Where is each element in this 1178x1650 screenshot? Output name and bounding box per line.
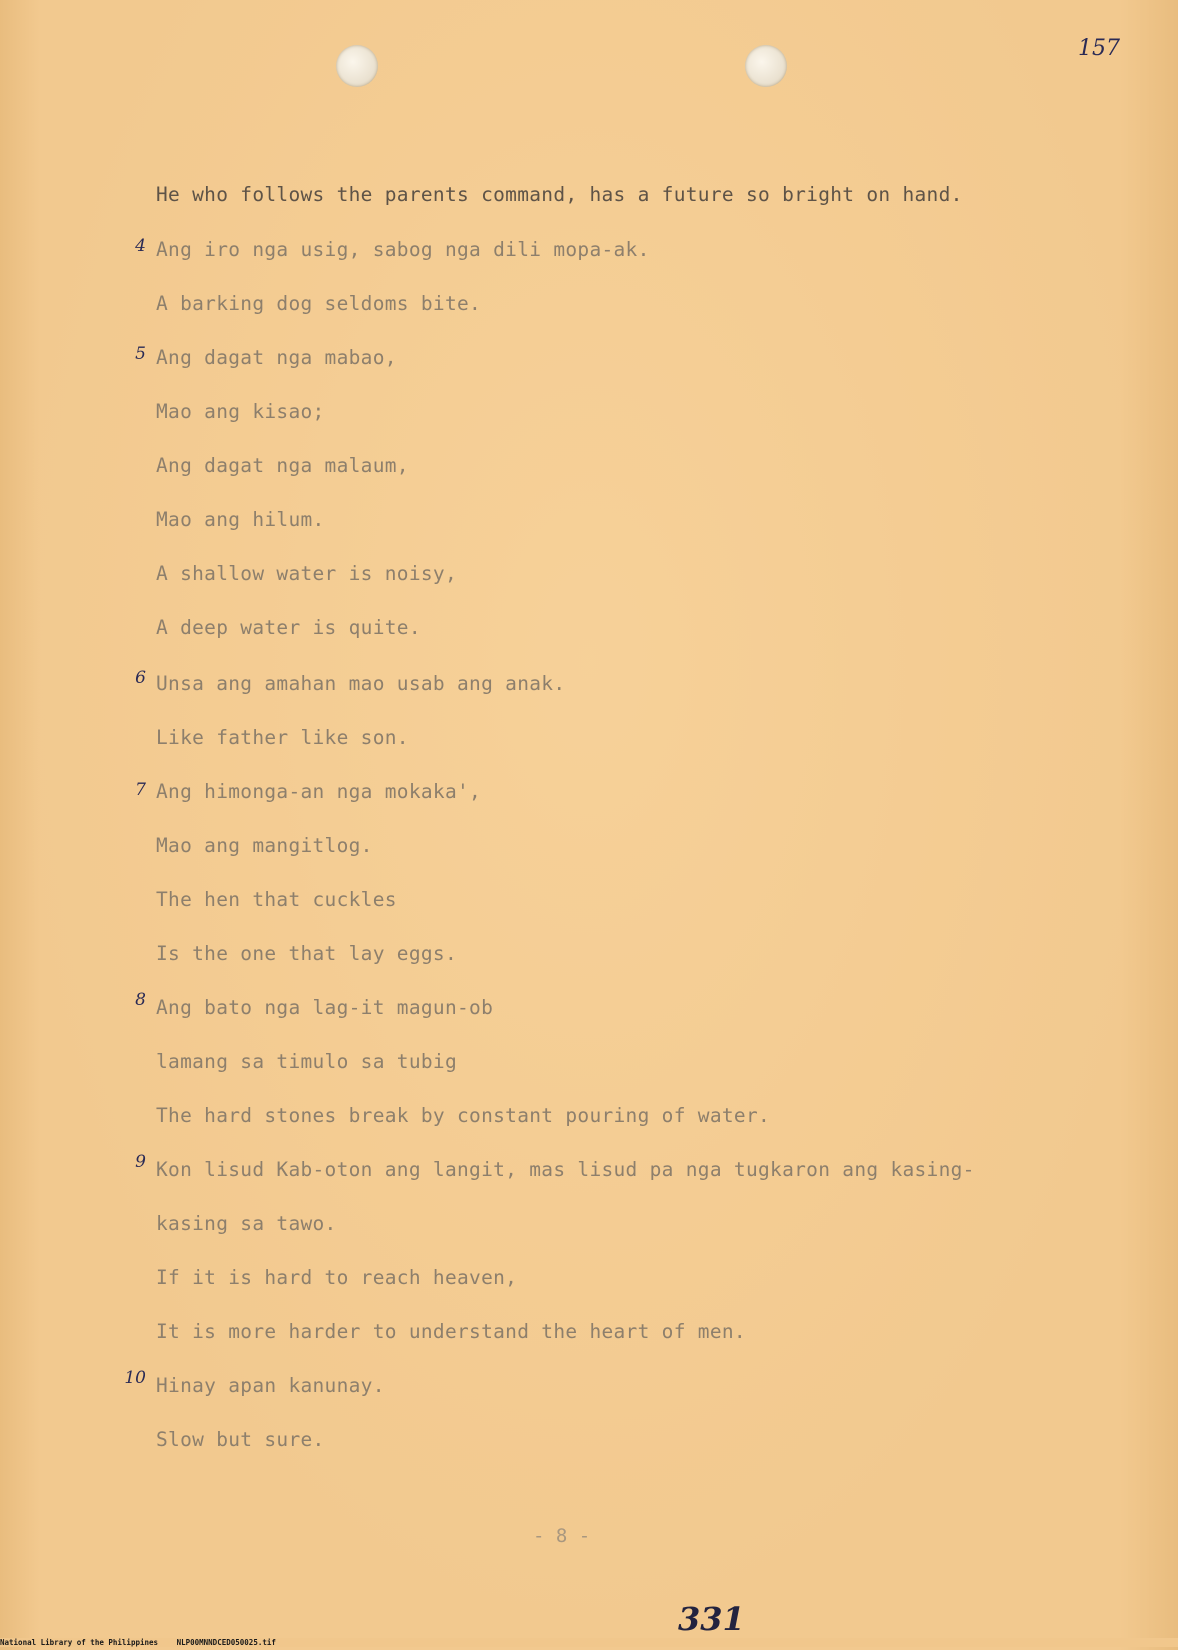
text-line: A deep water is quite. [156,616,421,639]
text-line: lamang sa timulo sa tubig [156,1050,457,1073]
text-line: Hinay apan kanunay. [156,1374,385,1397]
margin-number: 8 [135,990,146,1010]
scan-footer [0,1638,1178,1647]
text-line: kasing sa tawo. [156,1212,337,1235]
text-line: Unsa ang amahan mao usab ang anak. [156,672,566,695]
text-line: The hard stones break by constant pouring of water. [156,1104,771,1127]
text-line: If it is hard to reach heaven, [156,1266,518,1289]
margin-number: 10 [124,1368,146,1388]
text-line: Mao ang hilum. [156,508,325,531]
margin-number: 7 [135,780,146,800]
text-line: Is the one that lay eggs. [156,942,457,965]
footer-filename: NLP00MNNDCED050025.tif [176,1638,276,1647]
footer-library: National Library of the Philippines [0,1638,159,1647]
margin-number: 6 [135,668,146,688]
text-line: A shallow water is noisy, [156,562,457,585]
text-line: Mao ang mangitlog. [156,834,373,857]
text-line: Ang dagat nga malaum, [156,454,409,477]
punch-hole-right [745,45,787,87]
margin-number: 4 [135,236,146,256]
text-line: Like father like son. [156,726,409,749]
margin-number: 5 [135,344,146,364]
text-line: A barking dog seldoms bite. [156,292,482,315]
text-line: Ang iro nga usig, sabog nga dili mopa-ak. [156,238,650,261]
text-line: Kon lisud Kab-oton ang langit, mas lisud pa nga tugkaron ang kasing- [156,1158,975,1181]
punch-hole-left [336,45,378,87]
text-line: Ang bato nga lag-it magun-ob [156,996,494,1019]
page-number: - 8 - [533,1525,591,1547]
handwritten-stamp-number: 331 [678,1600,745,1638]
text-line: Slow but sure. [156,1428,325,1451]
text-line: Ang dagat nga mabao, [156,346,397,369]
text-line: It is more harder to understand the heart of men. [156,1320,746,1343]
text-line: Mao ang kisao; [156,400,325,423]
text-line: The hen that cuckles [156,888,397,911]
text-line: He who follows the parents command, has a future so bright on hand. [156,183,963,206]
handwritten-folio-number: 157 [1078,36,1120,61]
margin-number: 9 [135,1152,146,1172]
text-line: Ang himonga-an nga mokaka', [156,780,482,803]
